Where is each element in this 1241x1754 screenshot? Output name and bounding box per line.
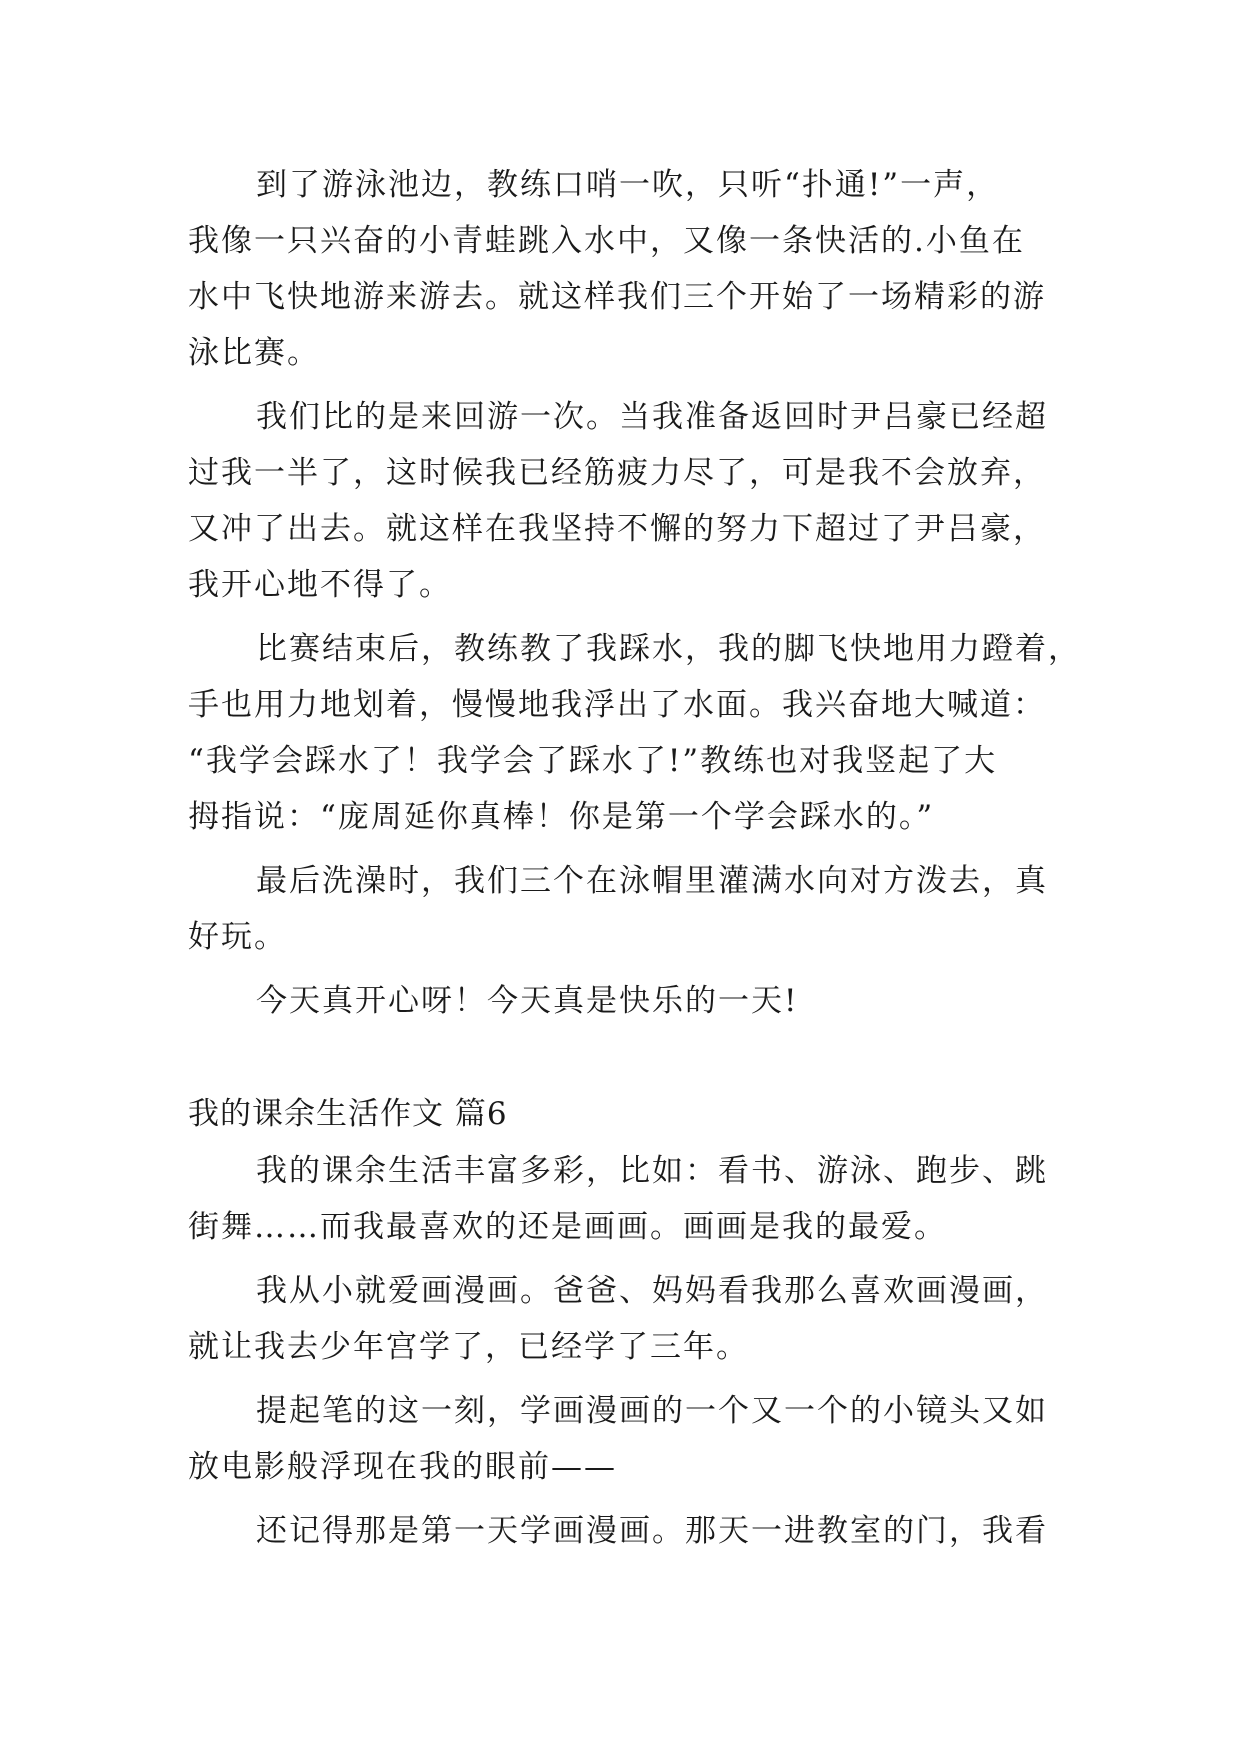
section-title: 我的课余生活作文 篇6 bbox=[188, 1096, 508, 1132]
text-line: 街舞……而我最喜欢的还是画画。画画是我的最爱。 bbox=[188, 1209, 947, 1245]
text-line: 我开心地不得了。 bbox=[188, 567, 452, 603]
text-line: 水中飞快地游来游去。就这样我们三个开始了一场精彩的游 bbox=[188, 279, 1046, 315]
text-line: 比赛结束后，教练教了我踩水，我的脚飞快地用力蹬着， bbox=[256, 631, 1081, 667]
text-line: 放电影般浮现在我的眼前—— bbox=[188, 1449, 617, 1485]
text-line: “我学会踩水了！我学会了踩水了!”教练也对我竖起了大 bbox=[188, 743, 998, 779]
text-line: 到了游泳池边，教练口哨一吹，只听“扑通!”一声， bbox=[256, 167, 1000, 203]
text-line: 还记得那是第一天学画漫画。那天一进教室的门，我看 bbox=[256, 1513, 1048, 1549]
text-line: 我的课余生活丰富多彩，比如：看书、游泳、跑步、跳 bbox=[256, 1153, 1048, 1189]
text-line: 又冲了出去。就这样在我坚持不懈的努力下超过了尹吕豪， bbox=[188, 511, 1046, 547]
text-line: 我像一只兴奋的小青蛙跳入水中，又像一条快活的.小鱼在 bbox=[188, 223, 1025, 259]
text-line: 我们比的是来回游一次。当我准备返回时尹吕豪已经超 bbox=[256, 399, 1048, 435]
text-line: 泳比赛。 bbox=[188, 335, 320, 371]
text-line: 过我一半了，这时候我已经筋疲力尽了，可是我不会放弃， bbox=[188, 455, 1046, 491]
text-line: 今天真开心呀！今天真是快乐的一天! bbox=[256, 983, 799, 1019]
text-line: 拇指说：“庞周延你真棒！你是第一个学会踩水的。” bbox=[188, 799, 935, 835]
text-line: 提起笔的这一刻，学画漫画的一个又一个的小镜头又如 bbox=[256, 1393, 1048, 1429]
text-line: 最后洗澡时，我们三个在泳帽里灌满水向对方泼去，真 bbox=[256, 863, 1048, 899]
text-line: 就让我去少年宫学了，已经学了三年。 bbox=[188, 1329, 749, 1365]
text-line: 好玩。 bbox=[188, 919, 287, 955]
text-line: 手也用力地划着，慢慢地我浮出了水面。我兴奋地大喊道： bbox=[188, 687, 1046, 723]
text-line: 我从小就爱画漫画。爸爸、妈妈看我那么喜欢画漫画， bbox=[256, 1273, 1048, 1309]
